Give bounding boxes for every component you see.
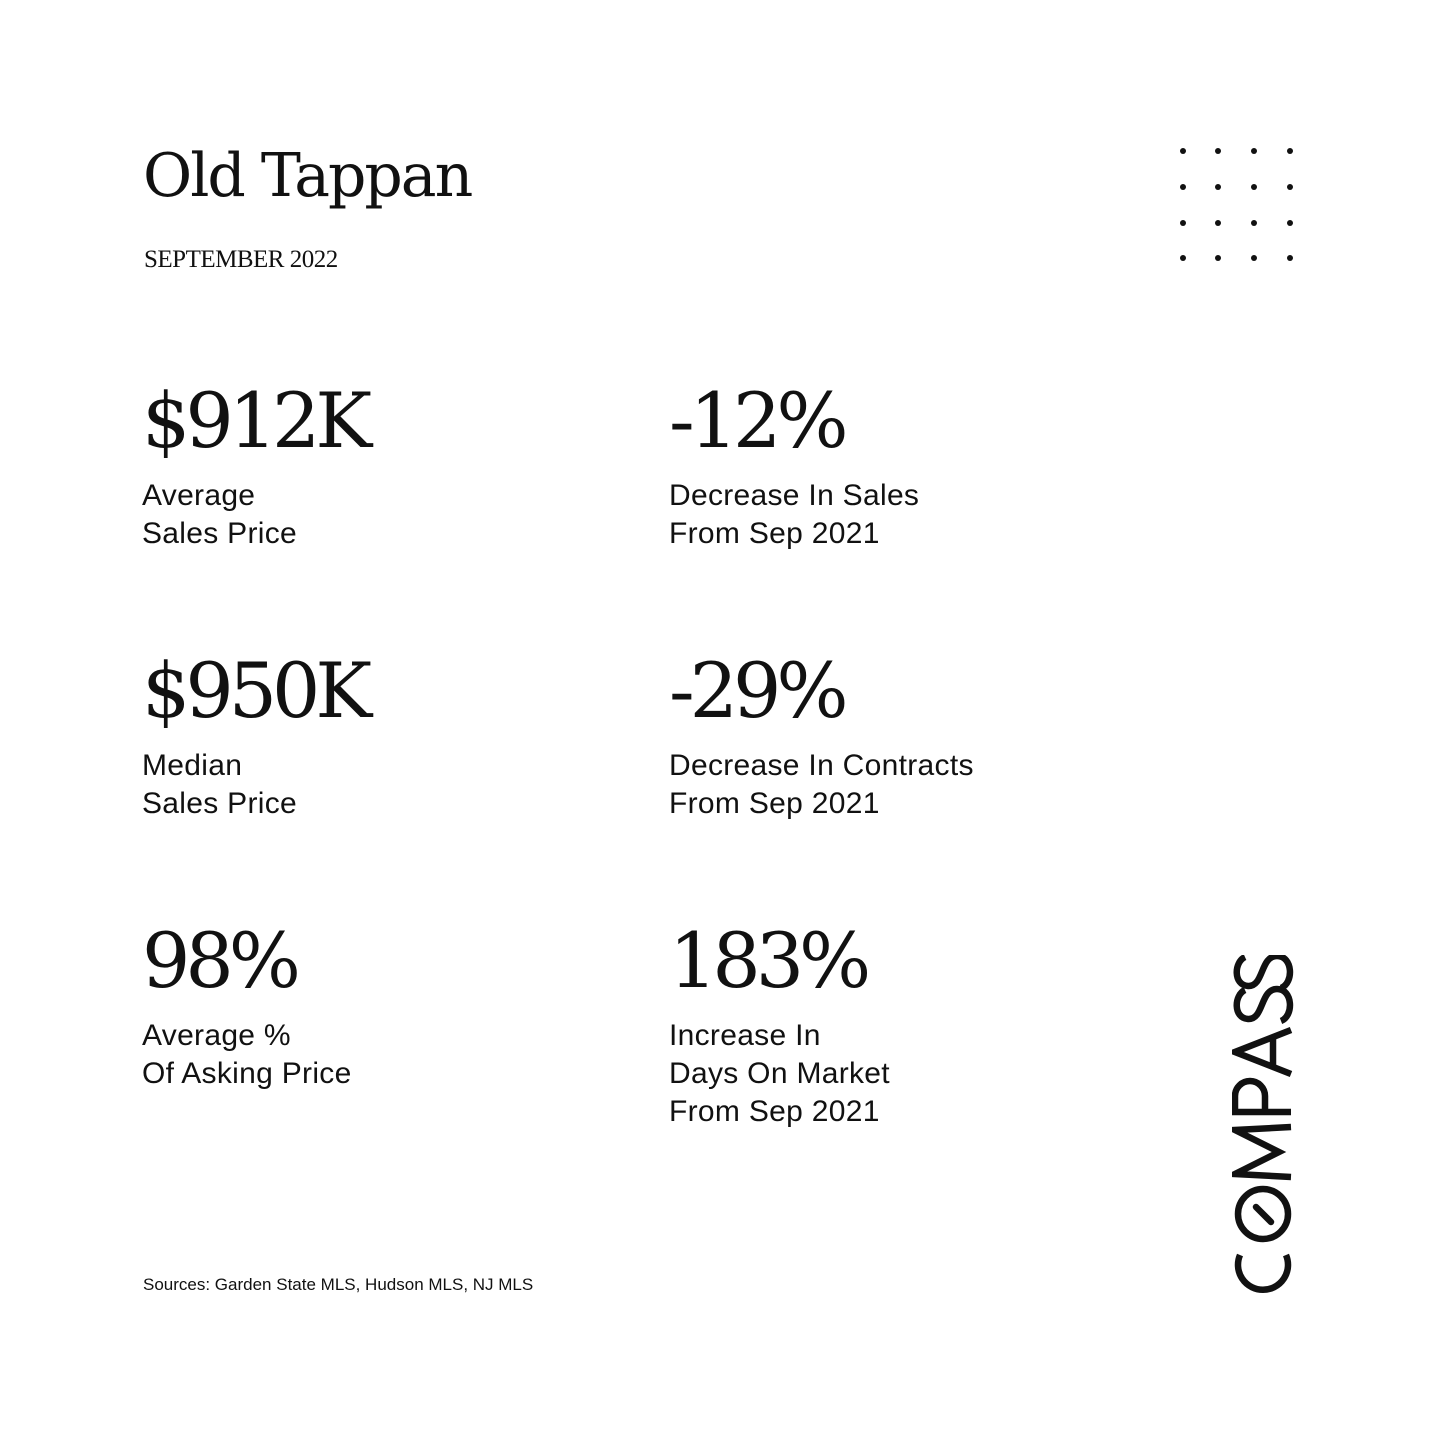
stat-value: 98% bbox=[142, 916, 296, 1005]
stat-label-line: Days On Market bbox=[669, 1057, 890, 1090]
stat-days-on-market-change bbox=[669, 916, 1149, 1131]
stat-label-line: Sales Price bbox=[142, 787, 298, 820]
stat-value: 183% bbox=[669, 916, 867, 1005]
stat-label-line: Decrease In Sales bbox=[669, 479, 920, 512]
stat-label-line: From Sep 2021 bbox=[669, 1095, 880, 1128]
stat-label-line: Median bbox=[142, 749, 243, 782]
stat-average-sales-price bbox=[142, 376, 622, 553]
page-title: Old Tappan bbox=[143, 141, 472, 211]
stat-label-line: Average % bbox=[142, 1019, 291, 1052]
stat-label-line: Sales Price bbox=[142, 517, 298, 550]
compass-logo bbox=[1232, 955, 1294, 1295]
stat-label-line: Decrease In Contracts bbox=[669, 749, 974, 782]
stat-label-line: Of Asking Price bbox=[142, 1057, 352, 1090]
stat-label bbox=[669, 1017, 1149, 1131]
stat-label-line: From Sep 2021 bbox=[669, 787, 880, 820]
stat-label bbox=[142, 1017, 622, 1093]
stat-label bbox=[142, 747, 622, 823]
stat-label-line: From Sep 2021 bbox=[669, 517, 880, 550]
stat-label bbox=[669, 477, 1149, 553]
stat-contracts-change bbox=[669, 646, 1149, 823]
stat-label-line: Average bbox=[142, 479, 256, 512]
dot-grid-icon bbox=[1170, 138, 1310, 278]
stat-value: $950K bbox=[142, 646, 368, 735]
stat-value: -12% bbox=[669, 376, 844, 465]
stat-label bbox=[142, 477, 622, 553]
sources-note: Sources: Garden State MLS, Hudson MLS, NJ MLS bbox=[143, 1275, 534, 1294]
stat-value: $912K bbox=[142, 376, 368, 465]
stat-label bbox=[669, 747, 1149, 823]
stat-sales-change bbox=[669, 376, 1149, 553]
stat-median-sales-price bbox=[142, 646, 622, 823]
stat-asking-price-percent bbox=[142, 916, 622, 1093]
report-date: SEPTEMBER 2022 bbox=[144, 246, 338, 273]
stat-label-line: Increase In bbox=[669, 1019, 821, 1052]
stat-value: -29% bbox=[669, 646, 844, 735]
